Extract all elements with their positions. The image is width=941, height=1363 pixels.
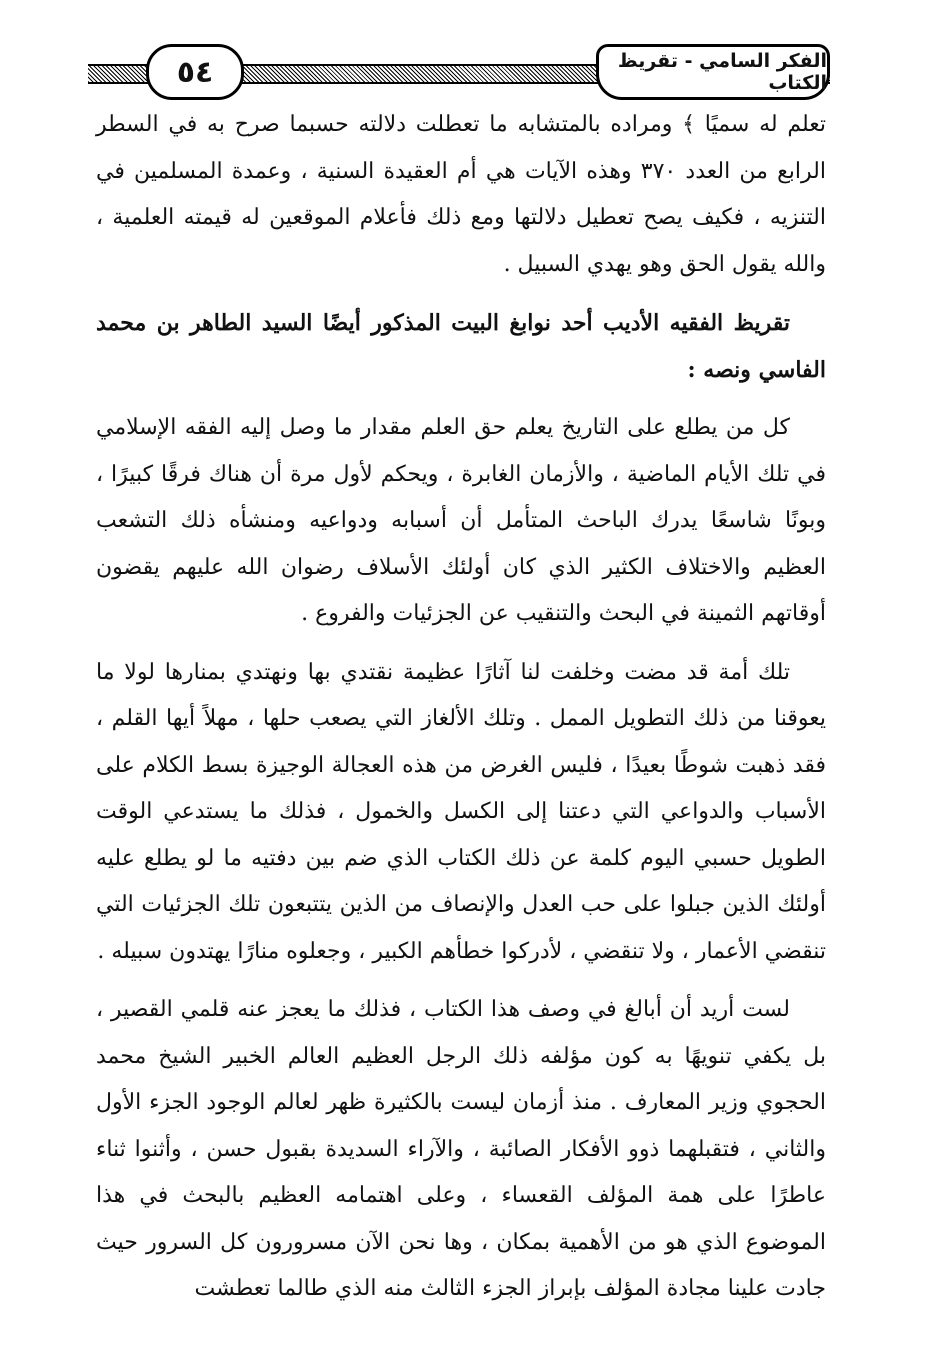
section-heading: تقريظ الفقيه الأديب أحد نوابغ البيت المذكور أيضًا السيد الطاهر بن محمد الفاسي ونصه : — [96, 310, 826, 383]
paragraph-continuation: تعلم له سميًا ﴾ ومراده بالمتشابه ما تعطلت دلالته حسبما صرح به في السطر الرابع من العدد ٣٧٠ وهذه الآيات هي أم العقيدة السنية ، وعمدة المسلمين في التنزيه ، فكيف يصح تعطيل دلالتها ومع ذلك فأعلام الموقعين له قيمته العلمية ، والله يقول الحق وهو يهدي السبيل . — [96, 112, 826, 277]
page-body — [96, 102, 826, 1313]
paragraph: لست أريد أن أبالغ في وصف هذا الكتاب ، فذلك ما يعجز عنه قلمي القصير ، بل يكفي تنويهًا به كون مؤلفه ذلك الرجل العظيم العالم الخبير الشيخ محمد الحجوي وزير المعارف . منذ أزمان ليست بالكثيرة ظهر لعالم الوجود الجزء الأول والثاني ، فتقبلهما ذوو الأفكار الصائبة ، والآراء السديدة بقبول حسن ، وأثنوا ثناء عاطرًا على همة المؤلف القعساء ، وعلى اهتمامه العظيم بالبحث في هذا الموضوع الذي هو من الأهمية بمكان ، وها نحن الآن مسرورون كل السرور حيث جادت علينا مجادة المؤلف بإبراز الجزء الثالث منه الذي طالما تعطشت — [96, 997, 827, 1301]
page-header — [88, 42, 830, 102]
page-number: ٥٤ — [146, 44, 244, 100]
paragraph: تلك أمة قد مضت وخلفت لنا آثارًا عظيمة نقتدي بها ونهتدي بمنارها لولا ما يعوقنا من ذلك التطويل الممل . وتلك الألغاز التي يصعب حلها ، مهلاً أيها القلم ، فقد ذهبت شوطًا بعيدًا ، فليس الغرض من هذه العجالة الوجيزة بسط الكلام على الأسباب والدواعي التي دعتنا إلى الكسل والخمول ، فذلك ما يستدعي الوقت الطويل حسبي اليوم كلمة عن ذلك الكتاب الذي ضم بين دفتيه ما لو يطلع عليه أولئك الذين جبلوا على حب العدل والإنصاف من الذين يتتبعون تلك الجزئيات التي تنقضي الأعمار ، ولا تنقضي ، لأدركوا خطأهم الكبير ، وجعلوه منارًا يهتدون سبيله . — [96, 659, 826, 964]
paragraph: كل من يطلع على التاريخ يعلم حق العلم مقدار ما وصل إليه الفقه الإسلامي في تلك الأيام الماضية ، والأزمان الغابرة ، ويحكم لأول مرة أن هناك فرقًا كبيرًا ، وبونًا شاسعًا يدرك الباحث المتأمل أن أسبابه ودواعيه ومنشأه ذلك التشعب العظيم والاختلاف الكثير الذي كان أولئك الأسلاف رضوان الله عليهم يقضون أوقاتهم الثمينة في البحث والتنقيب عن الجزئيات والفروع . — [96, 415, 826, 626]
running-title: الفكر السامي - تقريظ الكتاب — [596, 44, 830, 100]
